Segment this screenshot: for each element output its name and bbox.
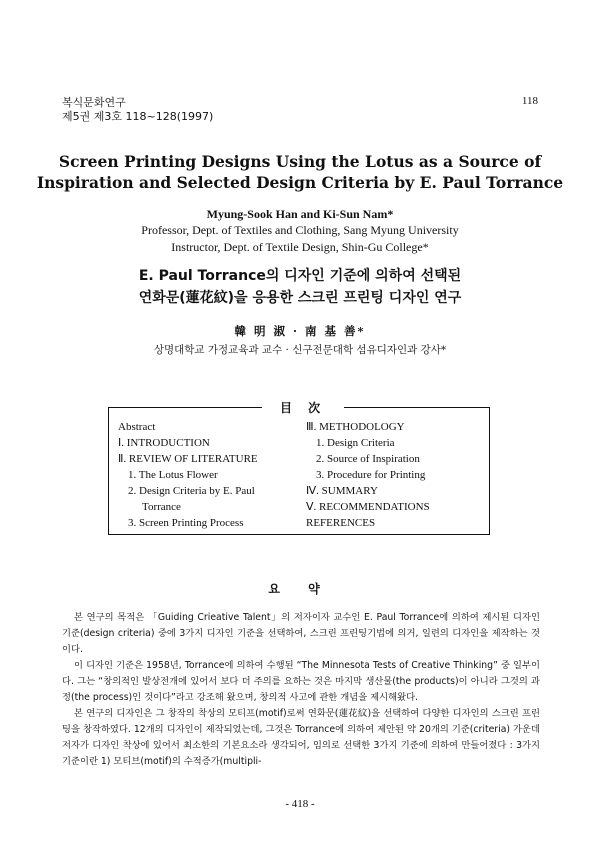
toc-item: 2. Design Criteria by E. Paul xyxy=(128,485,255,497)
toc-item: 2. Source of Inspiration xyxy=(316,453,420,465)
toc-item: Torrance xyxy=(142,501,181,513)
page-footer: - 418 - xyxy=(285,798,315,810)
abstract-body xyxy=(62,610,540,770)
toc-left-column xyxy=(118,419,258,531)
toc-item: Ⅴ. RECOMMENDATIONS xyxy=(306,501,430,513)
toc-item: REFERENCES xyxy=(306,517,376,529)
page-number: 118 xyxy=(521,95,538,107)
abstract-paragraph: 본 연구의 디자인은 그 창작의 착상의 모티프(motif)로써 연화문(蓮花紋)을 선택하여 다양한 디자인의 스크린 프린팅을 창작하였다. 12개의 디자인이 제작되었는데, 그것은 Torrance에 의하여 제안된 약 20개의 기준(criteria) 가운데 저자가 디자인 착상에 있어서 최소한의 기본요소라 생각되어, 임의로 선택한 3가지 기준에 의하여 만들어졌다 : 3가지 기준이란 1) 모티브(motif)의 수적증가(multipli- xyxy=(62,708,540,767)
author-names: Myung-Sook Han and Ki-Sun Nam* xyxy=(206,207,394,221)
toc-item: Abstract xyxy=(118,421,156,433)
toc-item: 1. The Lotus Flower xyxy=(128,469,218,481)
abstract-heading: 요 약 xyxy=(268,582,332,596)
paper-title-line1: Screen Printing Designs Using the Lotus as a Source of xyxy=(58,152,542,171)
journal-name: 복식문화연구 xyxy=(62,96,126,109)
toc-item: Ⅰ. INTRODUCTION xyxy=(118,437,210,449)
toc-item: 3. Screen Printing Process xyxy=(128,517,244,529)
toc-right-column xyxy=(306,419,430,531)
korean-author-names: 韓 明 淑 · 南 基 善* xyxy=(234,324,366,338)
toc-item: Ⅲ. METHODOLOGY xyxy=(306,421,405,433)
toc-item: 3. Procedure for Printing xyxy=(316,469,426,481)
paper-title-line2: Inspiration and Selected Design Criteria by E. Paul Torrance xyxy=(36,173,564,192)
abstract-paragraph: 본 연구의 목적은 「Guiding Crieative Talent」의 저자이자 교수인 E. Paul Torrance에 의하여 제시된 디자인 기준(design criteria) 중에 3가지 디자인 기준을 선택하여, 스크린 프린팅기법에 의거, 일련의 디자인을 제작하는 것이다. xyxy=(62,612,540,655)
journal-issue: 제5권 제3호 118~128(1997) xyxy=(62,110,214,123)
toc-heading: 目 次 xyxy=(262,399,344,416)
korean-title-line1: E. Paul Torrance의 디자인 기준에 의하여 선택된 xyxy=(138,268,462,284)
author-affiliation-2: Instructor, Dept. of Textile Design, Shin-Gu College* xyxy=(171,240,429,254)
toc-item: Ⅱ. REVIEW OF LITERATURE xyxy=(118,453,258,465)
abstract-paragraph: 이 디자인 기준은 1958년, Torrance에 의하여 수행된 “The Minnesota Tests of Creative Thinking” 중 일부이다. 그는 “창의적인 발상전개에 있어서 보다 더 주의를 요하는 것은 마지막 생산물(the products)이 아니라 그것의 과정(the process)인 것이다”라고 강조해 왔으며, 창의적 사고에 관한 개념을 제시해왔다. xyxy=(62,660,540,703)
korean-title-line2: 연화문(蓮花紋)을 응용한 스크린 프린팅 디자인 연구 xyxy=(138,290,462,306)
author-affiliation-1: Professor, Dept. of Textiles and Clothing, Sang Myung University xyxy=(141,223,459,237)
toc-item: 1. Design Criteria xyxy=(316,437,395,449)
toc-item: Ⅳ. SUMMARY xyxy=(306,485,378,497)
korean-author-affiliation: 상명대학교 가정교육과 교수 · 신구전문대학 섬유디자인과 강사* xyxy=(153,344,447,356)
